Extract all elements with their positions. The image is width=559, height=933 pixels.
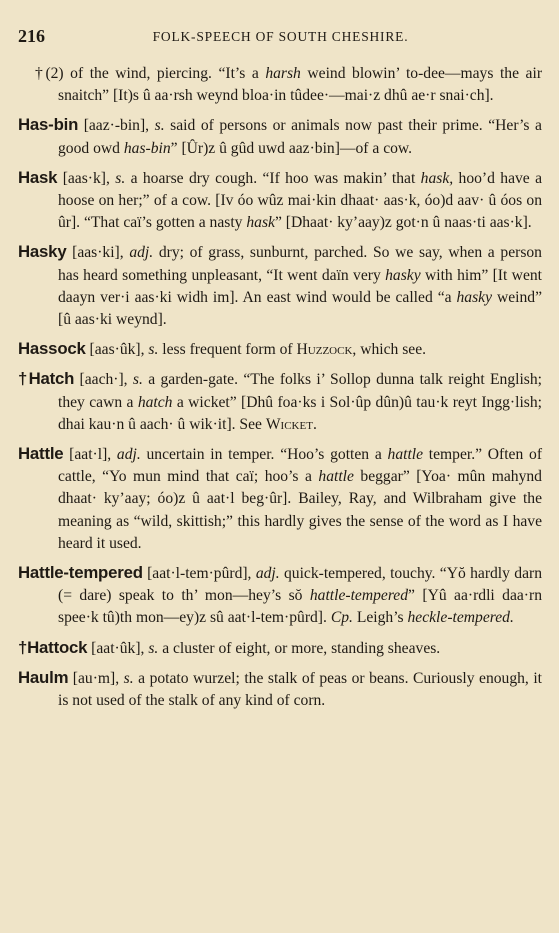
entry-headword: Hask (18, 167, 58, 187)
entry-text: with him” [It went daayn ver·i aas·ki widh im]. An east wind would be called “a (58, 266, 542, 306)
dictionary-entry (18, 637, 542, 660)
entry-text: beggar” [Yoa· mûn mahynd dhaat· ky’aay; óo)z û aat·l beg·ûr]. Bailey, Ray, and Wilbraham give the meaning as “wild, skittish;” this hardly gives the sense of the word as I have heard it used. (58, 468, 542, 552)
entry-text: [aat·l], (63, 446, 117, 464)
italic-text: hask (246, 214, 275, 232)
entry-text: a potato wurzel; the stalk of peas or beans. Curiously enough, it is not used of the stalk of any kind of corn. (58, 669, 543, 710)
entry-text: [aas·ki], (66, 244, 130, 262)
italic-text: hatch (137, 393, 173, 411)
entry-text: [aas·ûk], (85, 341, 149, 359)
entry-text: said of persons or animals now past their prime. “Her’s a good owd (58, 117, 542, 157)
entry-text: †(2) of the wind, piercing. “It’s a (35, 65, 266, 82)
entry-text: hoo’d have a hoose on her;” of a cow. [Iv óo wûz mai·kin dhaat· aas·k, óo)d aav· û óos on ûr]. “That caï’s gotten a nasty (58, 169, 542, 232)
italic-text: has-bin (123, 139, 171, 157)
entry-text: a cluster of eight, or more, standing sheaves. (158, 639, 441, 657)
entry-text: [aas·k], (57, 169, 116, 187)
entry-text: [aach·], (74, 371, 133, 389)
dictionary-entry (18, 167, 542, 235)
running-title: FOLK-SPEECH OF SOUTH CHESHIRE. (152, 29, 409, 44)
italic-text: heckle-tempered. (407, 609, 514, 627)
entry-text: [aat·ûk], (87, 639, 149, 657)
entry-text: quick-tempered, touchy. “Yŏ hardly darn (= dare) speak to th’ mon—hey’s sŏ (58, 565, 542, 605)
entry-headword: Hasky (18, 242, 67, 262)
italic-text: s. (123, 669, 134, 687)
entry-headword: Haulm (18, 667, 69, 687)
italic-text: adj. (129, 244, 154, 262)
entry-text: weind blowin’ to-dee—mays the air snaitch” [It)s û aa·rsh weynd bloa·in tûdee·—mai·z dhû ae·r snai·ch]. (58, 65, 543, 105)
italic-text: hattle-tempered (309, 587, 409, 605)
italic-text: s. (148, 341, 159, 359)
dictionary-entry (18, 443, 542, 555)
entry-text: ” [Dhaat· ky’aay)z got·n û naas·ti aas·k]. (274, 214, 532, 232)
entry-text: [aat·l-tem·pûrd], (142, 565, 256, 583)
dictionary-entry (18, 114, 542, 159)
italic-text: hattle (318, 468, 354, 486)
entry-text: ” [Yû aa·rdli daa·rn spee·k tû)th mon—ey)z sû aat·l-tem·pûrd]. (58, 587, 542, 627)
italic-text: harsh (265, 65, 301, 82)
entry-text: dry; of grass, sunburnt, parched. So we say, when a person has heard something unpleasant, “It went daïn very (58, 244, 542, 284)
entry-text: [au·m], (68, 669, 124, 687)
entry-headword: †Hatch (18, 369, 75, 389)
dictionary-entry (18, 562, 542, 630)
small-caps-text: Wicket. (265, 415, 317, 433)
entry-headword: Hattle (18, 444, 64, 464)
dictionary-entry (18, 368, 542, 436)
italic-text: s. (132, 371, 143, 389)
entry-text: temper.” Often of cattle, “Yo mun mind that caï; hoo’s a (58, 446, 543, 486)
entry-text: [aaz·-bin], (78, 117, 155, 135)
small-caps-text: Huzzock, (296, 341, 357, 359)
entry-headword: Has-bin (18, 115, 79, 135)
italic-text: adj. (116, 446, 141, 464)
entry-text: weind” [û aas·ki weynd]. (58, 288, 542, 329)
page-header (18, 26, 543, 48)
entry-text: ” [Ûr)z û gûd uwd aaz·bin]—of a cow. (170, 139, 413, 157)
italic-text: hask, (420, 169, 454, 187)
dictionary-body (18, 63, 542, 719)
italic-text: hasky (456, 288, 493, 306)
entry-headword: †Hattock (18, 637, 88, 657)
italic-text: hasky (385, 266, 421, 284)
italic-text: hattle (387, 446, 424, 464)
entry-text: uncertain in temper. “Hoo’s gotten a (140, 446, 388, 464)
dictionary-entry (18, 667, 542, 712)
page-number: 216 (18, 26, 45, 46)
entry-headword: Hassock (18, 339, 86, 359)
entry-text: less frequent form of (158, 341, 297, 359)
italic-text: s. (115, 169, 126, 187)
dictionary-entry (18, 63, 542, 107)
italic-text: s. (148, 639, 159, 657)
entry-text: a wicket” [Dhû foa·ks i Sol·ûp dûn)û tau·k reyt Ingg·lish; dhai kau·n û aach· û wik·it]. See (58, 393, 542, 433)
entry-text: which see. (356, 341, 427, 359)
dictionary-entry (18, 241, 542, 331)
entry-headword: Hattle-tempered (18, 563, 143, 583)
italic-text: Cp. (330, 609, 353, 627)
entry-text: a garden-gate. “The folks i’ Sollop dunna talk reight English; they cawn a (58, 371, 542, 411)
italic-text: s. (154, 117, 165, 135)
entry-text: Leigh’s (352, 609, 408, 627)
dictionary-entry (18, 338, 542, 361)
italic-text: adj. (255, 565, 280, 583)
entry-text: a hoarse dry cough. “If hoo was makin’ that (125, 169, 421, 187)
